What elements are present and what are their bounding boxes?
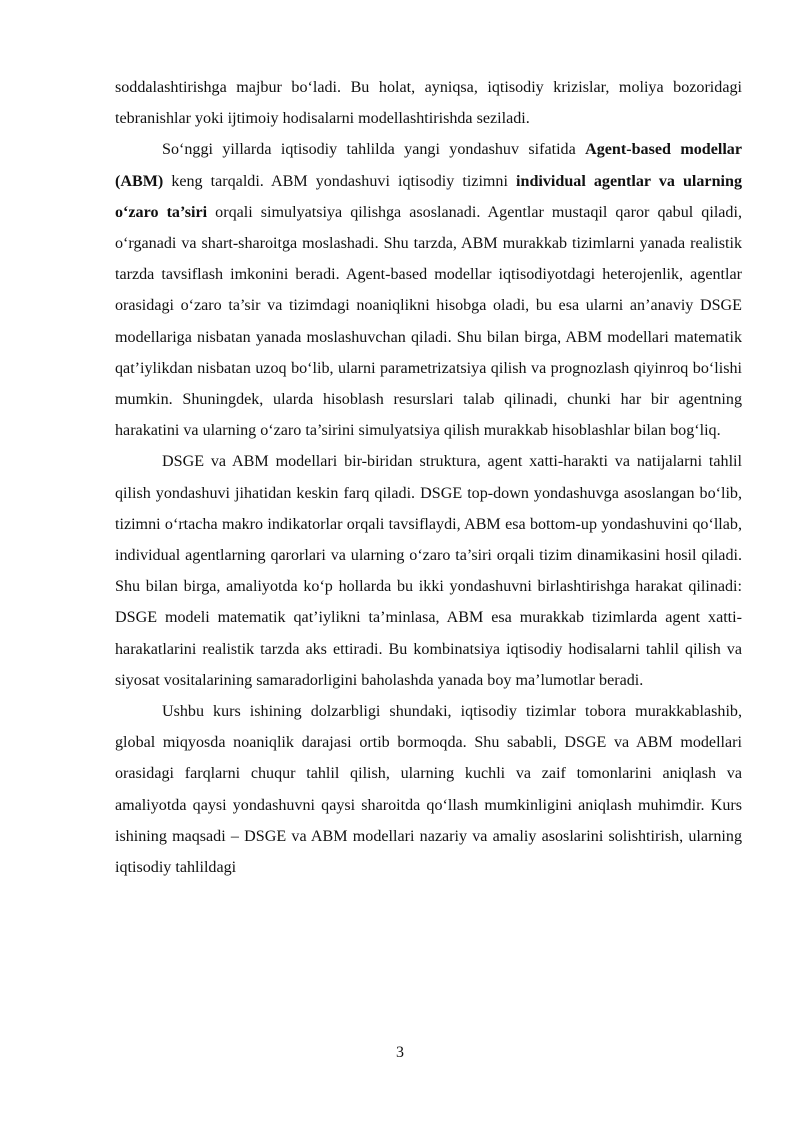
paragraph-2-text-b: keng tarqaldi. ABM yondashuvi iqtisodiy tizimni	[163, 172, 517, 190]
paragraph-2-text-c: orqali simulyatsiya qilishga asoslanadi. Agentlar mustaqil qaror qabul qiladi, o‘rganadi va shart-sharoitga moslashadi. Shu tarzda, ABM murakkab tizimlarni yanada realistik tarzda tavsiflash imkonini beradi. Agent-based modellar iqtisodiyotdagi heterojenlik, agentlar orasidagi o‘zaro ta’sir va tizimdagi noaniqlikni hisobga oladi, bu esa ularni an’anaviy DSGE modellariga nisbatan yanada moslashuvchan qiladi. Shu bilan birga, ABM modellari matematik qat’iylikdan nisbatan uzoq bo‘lib, ularni parametrizatsiya qilish va prognozlash qiyinroq bo‘lishi mumkin. Shuningdek, ularda hisoblash resurslari talab qilinadi, chunki har bir agentning harakatini va ularning o‘zaro ta’sirini simulyatsiya qilish murakkab hisoblashlar bilan bog‘liq.	[115, 203, 742, 440]
paragraph-4	[115, 696, 742, 883]
paragraph-2	[115, 134, 742, 446]
paragraph-4-text: Ushbu kurs ishining dolzarbligi shundaki, iqtisodiy tizimlar tobora murakkablashib, global miqyosda noaniqlik darajasi ortib bormoqda. Shu sababli, DSGE va ABM modellari orasidagi farqlarni chuqur tahlil qilish, ularning kuchli va zaif tomonlarini aniqlash va amaliyotda qaysi yondashuvni qaysi sharoitda qo‘llash mumkinligini aniqlash muhimdir. Kurs ishining maqsadi – DSGE va ABM modellari nazariy va amaliy asoslarini solishtirish, ularning iqtisodiy tahlildagi	[115, 703, 742, 877]
document-body	[115, 72, 742, 883]
paragraph-1-text: soddalashtirishga majbur bo‘ladi. Bu holat, ayniqsa, iqtisodiy krizislar, moliya bozoridagi tebranishlar yoki ijtimoiy hodisalarni modellashtirishda seziladi.	[115, 79, 742, 128]
paragraph-2-text-a: So‘nggi yillarda iqtisodiy tahlilda yangi yondashuv sifatida	[162, 141, 586, 159]
paragraph-3-text: DSGE va ABM modellari bir-biridan struktura, agent xatti-harakti va natijalarni tahlil qilish yondashuvi jihatidan keskin farq qiladi. DSGE top-down yondashuvga asoslangan bo‘lib, tizimni o‘rtacha makro indikatorlar orqali tavsiflaydi, ABM esa bottom-up yondashuvini qo‘llab, individual agentlarning qarorlari va ularning o‘zaro ta’siri orqali tizim dinamikasini hosil qiladi. Shu bilan birga, amaliyotda ko‘p hollarda bu ikki yondashuvni birlashtirishga harakat qilinadi: DSGE modeli matematik qat’iylikni ta’minlasa, ABM esa murakkab tizimlarda agent xatti-harakatlarini realistik tarzda aks ettiradi. Bu kombinatsiya iqtisodiy hodisalarni tahlil qilish va siyosat vositalarining samaradorligini baholashda yanada boy ma’lumotlar beradi.	[115, 453, 742, 689]
paragraph-2-bold-abm-term: Agent-based modellar (ABM)	[115, 141, 743, 190]
paragraph-3	[115, 446, 742, 696]
paragraph-1	[115, 72, 742, 134]
paragraph-2-bold-agents-term: individual agentlar va ularning o‘zaro ta’siri	[115, 172, 742, 221]
page-number: 3	[396, 1044, 404, 1061]
